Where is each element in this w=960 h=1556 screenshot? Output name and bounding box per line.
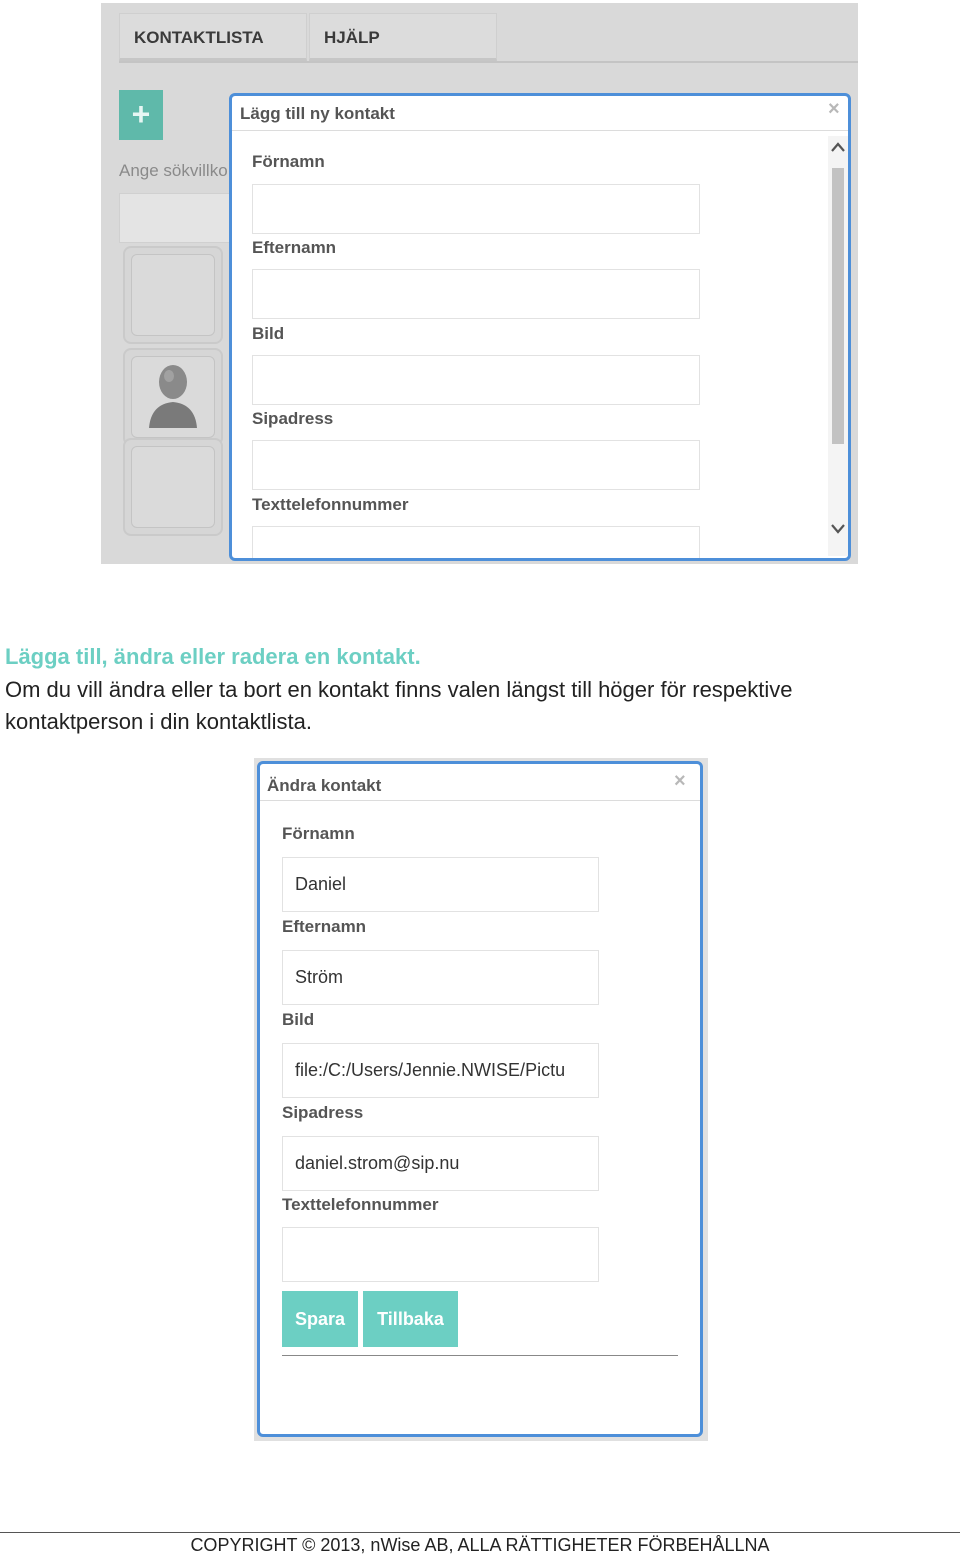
field-label-texttelefonnummer: Texttelefonnummer xyxy=(252,495,409,514)
field-label-bild: Bild xyxy=(282,1010,315,1029)
tab-bar xyxy=(119,13,497,63)
section-heading: Lägga till, ändra eller radera en kontakt. xyxy=(5,644,421,669)
field-label-efternamn: Efternamn xyxy=(252,238,337,257)
field-label-fornamn: Förnamn xyxy=(282,824,355,843)
fornamn-input[interactable] xyxy=(252,184,700,234)
dialog-title: Lägg till ny kontakt xyxy=(240,104,395,123)
contact-card[interactable] xyxy=(123,348,223,446)
texttelefonnummer-input[interactable] xyxy=(252,526,700,561)
fornamn-input[interactable]: Daniel xyxy=(282,857,599,912)
efternamn-input[interactable]: Ström xyxy=(282,950,599,1005)
close-icon[interactable]: × xyxy=(674,770,686,792)
field-label-sipadress: Sipadress xyxy=(252,409,334,428)
search-label: Ange sökvillko xyxy=(119,161,228,180)
efternamn-input[interactable] xyxy=(252,269,700,319)
contact-card[interactable] xyxy=(123,246,223,344)
contact-card[interactable] xyxy=(123,438,223,536)
tab-kontaktlista[interactable]: KONTAKTLISTA xyxy=(119,13,307,61)
bild-input[interactable]: file:/C:/Users/Jennie.NWISE/Pictu xyxy=(282,1043,599,1098)
avatar-icon xyxy=(145,360,201,430)
add-contact-button[interactable]: + xyxy=(119,90,163,140)
field-label-efternamn: Efternamn xyxy=(282,917,367,936)
edit-contact-dialog xyxy=(257,761,703,1437)
footer-copyright: COPYRIGHT © 2013, nWise AB, ALLA RÄTTIGHETER FÖRBEHÅLLNA xyxy=(190,1535,770,1555)
add-contact-dialog xyxy=(229,93,851,561)
chevron-down-icon[interactable] xyxy=(830,522,846,540)
screenshot-edit-contact xyxy=(254,758,708,1441)
sipadress-input[interactable] xyxy=(252,440,700,490)
form-divider xyxy=(282,1355,678,1356)
field-label-texttelefonnummer: Texttelefonnummer xyxy=(282,1195,439,1214)
screenshot-add-contact xyxy=(101,3,858,564)
body-paragraph: Om du vill ändra eller ta bort en kontakt finns valen längst till höger för respektive kontaktperson i din kontaktlista. xyxy=(5,677,793,734)
field-label-sipadress: Sipadress xyxy=(282,1103,364,1122)
dialog-divider xyxy=(260,800,700,801)
field-label-fornamn: Förnamn xyxy=(252,152,325,171)
tab-divider xyxy=(119,61,858,63)
tab-hjalp[interactable]: HJÄLP xyxy=(309,13,497,61)
save-button[interactable]: Spara xyxy=(282,1291,358,1347)
bild-input[interactable] xyxy=(252,355,700,405)
sipadress-input[interactable]: daniel.strom@sip.nu xyxy=(282,1136,599,1191)
dialog-title: Ändra kontakt xyxy=(267,776,382,795)
chevron-up-icon[interactable] xyxy=(830,140,846,158)
back-button[interactable]: Tillbaka xyxy=(363,1291,458,1347)
scrollbar-thumb[interactable] xyxy=(832,168,844,444)
field-label-bild: Bild xyxy=(252,324,285,343)
texttelefonnummer-input[interactable] xyxy=(282,1227,599,1282)
close-icon[interactable]: × xyxy=(828,98,840,120)
footer-divider xyxy=(0,1532,960,1533)
dialog-divider xyxy=(232,130,848,131)
